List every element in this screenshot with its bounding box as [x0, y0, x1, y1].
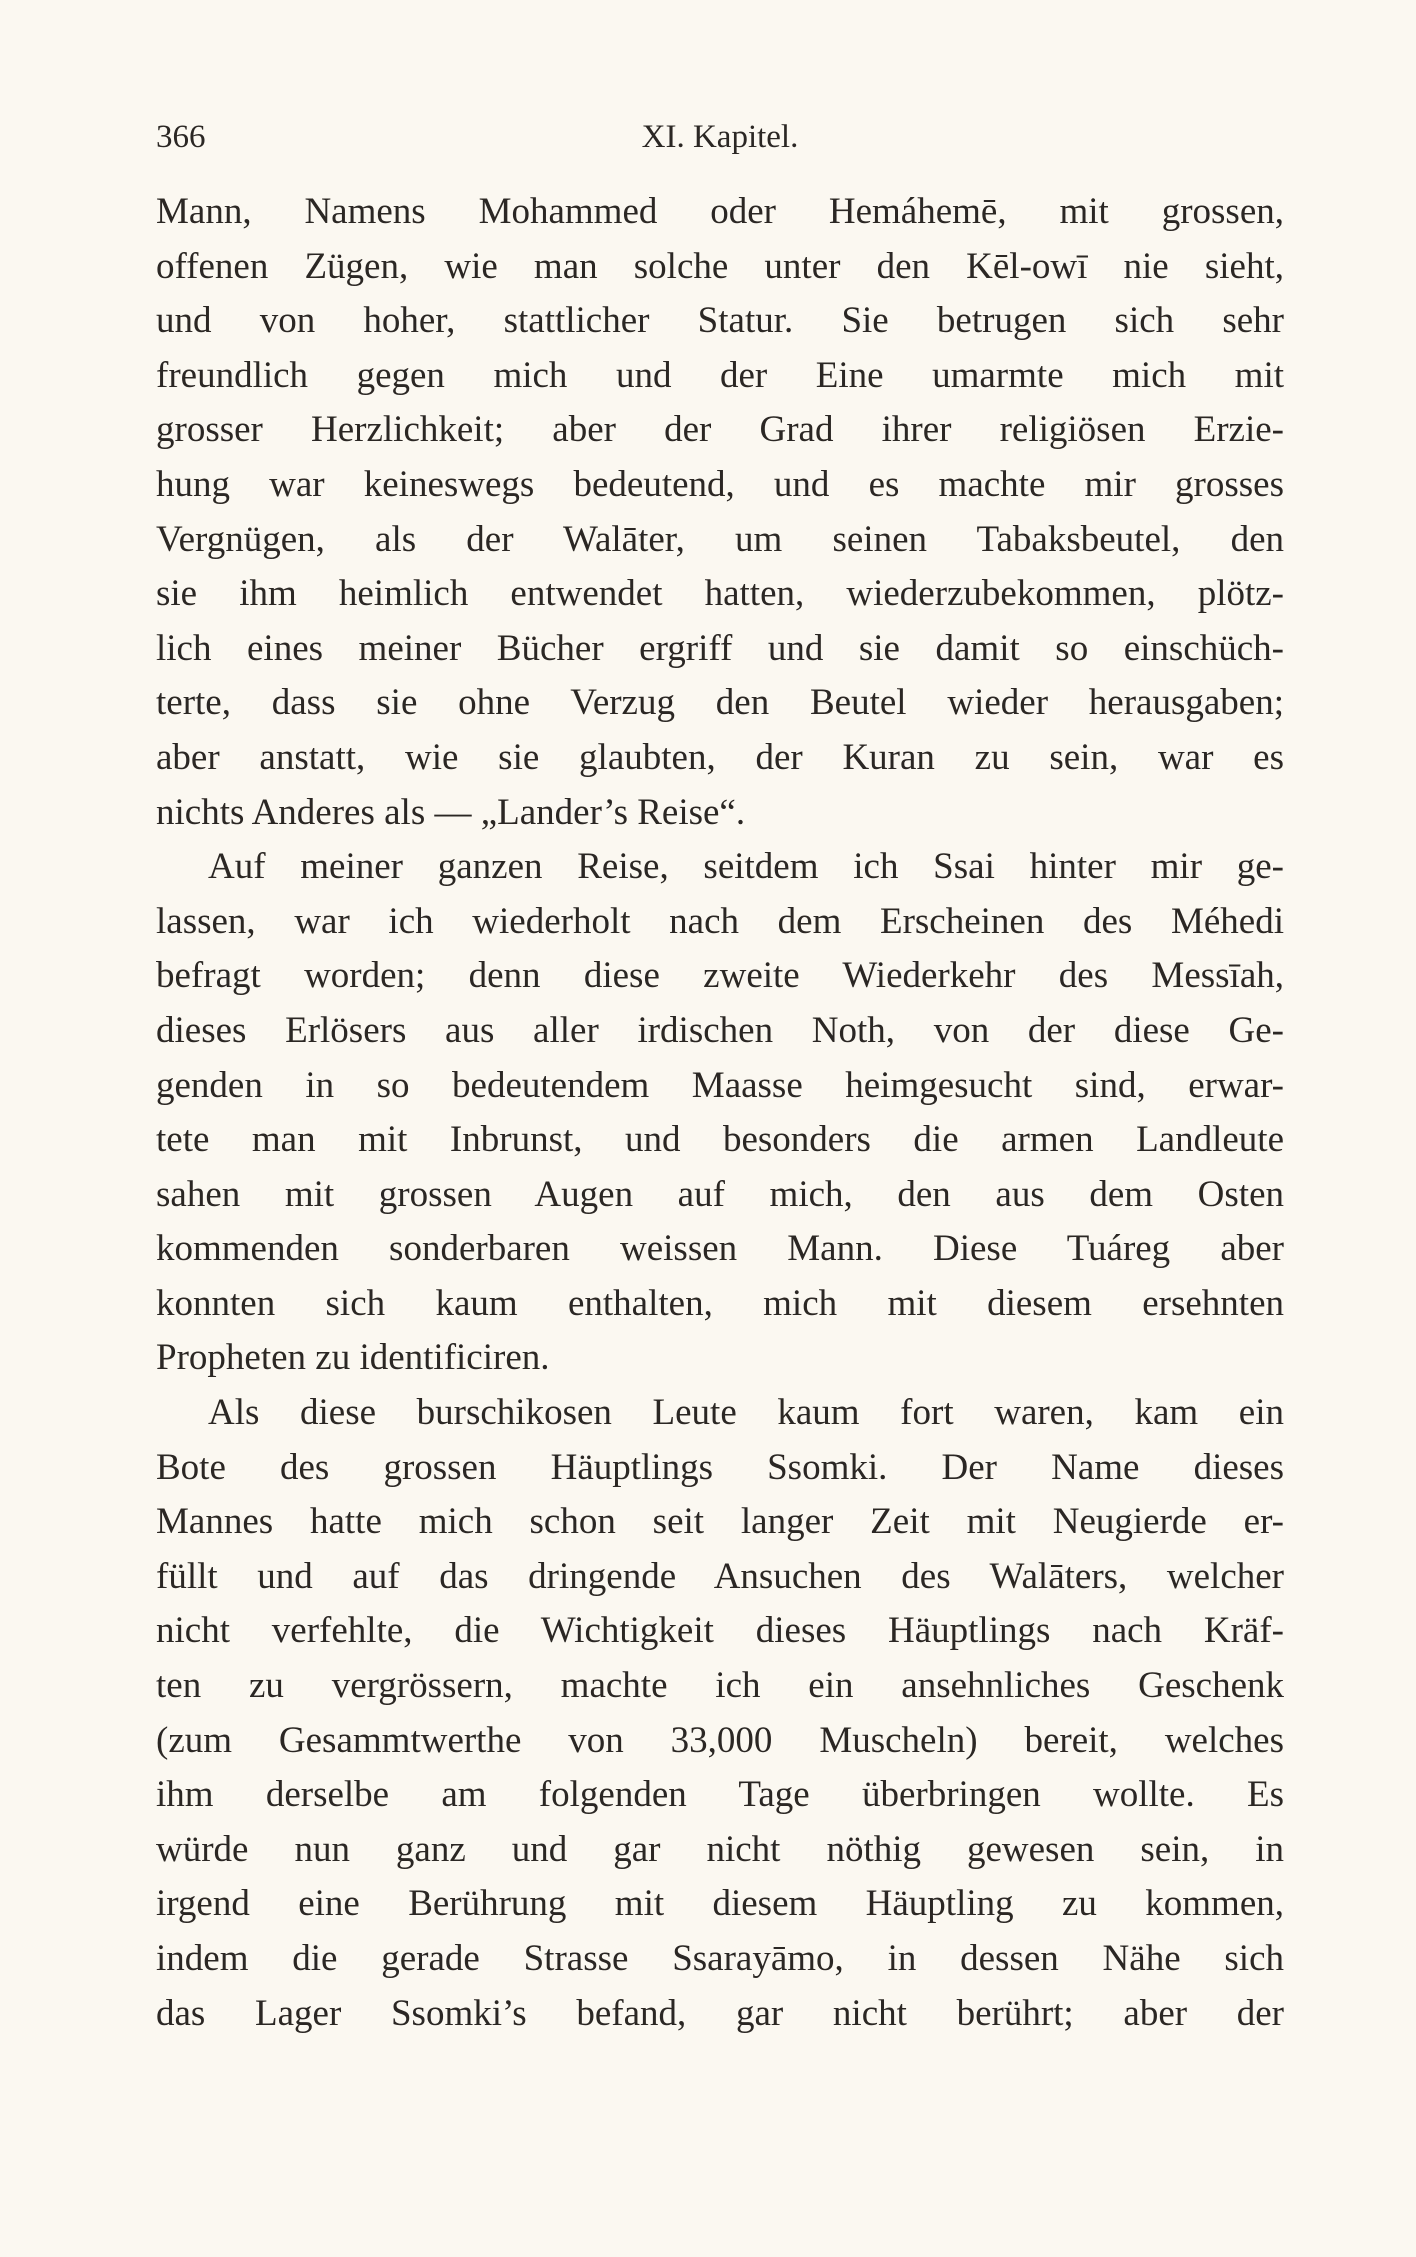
body-text [156, 185, 1284, 2041]
text-line: sahen mit grossen Augen auf mich, den aus dem Osten [156, 1173, 1284, 1215]
paragraph-3 [156, 1386, 1284, 2041]
text-line: ten zu vergrössern, machte ich ein ansehnliches Geschenk [156, 1665, 1284, 1707]
text-line: ihm derselbe am folgenden Tage überbringen wollte. Es [156, 1774, 1284, 1816]
text-line: freundlich gegen mich und der Eine umarmte mich mit [156, 354, 1284, 396]
text-line: sie ihm heimlich entwendet hatten, wiederzubekommen, plötz- [156, 573, 1284, 615]
text-line: Bote des grossen Häuptlings Ssomki. Der Name dieses [156, 1446, 1284, 1488]
text-line: hung war keineswegs bedeutend, und es machte mir grosses [156, 463, 1284, 505]
paragraph-2 [156, 840, 1284, 1386]
text-line: offenen Zügen, wie man solche unter den Kēl-owī nie sieht, [156, 245, 1284, 287]
text-line: und von hoher, stattlicher Statur. Sie betrugen sich sehr [156, 300, 1284, 342]
text-line: aber anstatt, wie sie glaubten, der Kuran zu sein, war es [156, 736, 1284, 778]
text-line: Mann, Namens Mohammed oder Hemáhemē, mit grossen, [156, 191, 1284, 232]
text-line: würde nun ganz und gar nicht nöthig gewesen sein, in [156, 1828, 1284, 1870]
text-line: Propheten zu identificiren. [156, 1337, 550, 1379]
text-line: tete man mit Inbrunst, und besonders die armen Landleute [156, 1119, 1284, 1161]
text-line: Vergnügen, als der Walāter, um seinen Tabaksbeutel, den [156, 518, 1284, 560]
page-header [156, 112, 1284, 162]
text-line: genden in so bedeutendem Maasse heimgesucht sind, erwar- [156, 1064, 1284, 1106]
text-line: indem die gerade Strasse Ssarayāmo, in dessen Nähe sich [156, 1938, 1284, 1979]
paragraph-1 [156, 185, 1284, 840]
text-line: befragt worden; denn diese zweite Wiederkehr des Messīah, [156, 955, 1284, 997]
text-line: nichts Anderes als — „Lander’s Reise“. [156, 791, 746, 833]
text-line: kommenden sonderbaren weissen Mann. Diese Tuáreg aber [156, 1228, 1284, 1270]
text-line: grosser Herzlichkeit; aber der Grad ihrer religiösen Erzie- [156, 409, 1284, 451]
text-line: konnten sich kaum enthalten, mich mit diesem ersehnten [156, 1282, 1284, 1324]
text-line: terte, dass sie ohne Verzug den Beutel wieder herausgaben; [156, 682, 1284, 724]
text-line: lich eines meiner Bücher ergriff und sie damit so einschüch- [156, 627, 1284, 669]
text-line: Auf meiner ganzen Reise, seitdem ich Ssai hinter mir ge- [208, 846, 1284, 888]
text-line: Mannes hatte mich schon seit langer Zeit mit Neugierde er- [156, 1501, 1284, 1543]
text-line: (zum Gesammtwerthe von 33,000 Muscheln) bereit, welches [156, 1719, 1284, 1761]
text-line: Als diese burschikosen Leute kaum fort waren, kam ein [208, 1392, 1284, 1434]
text-line: lassen, war ich wiederholt nach dem Erscheinen des Méhedi [156, 900, 1284, 942]
text-line: irgend eine Berührung mit diesem Häuptling zu kommen, [156, 1883, 1284, 1925]
text-line: dieses Erlösers aus aller irdischen Noth, von der diese Ge- [156, 1009, 1284, 1051]
text-line: nicht verfehlte, die Wichtigkeit dieses Häuptlings nach Kräf- [156, 1610, 1284, 1652]
text-line: füllt und auf das dringende Ansuchen des Walāters, welcher [156, 1555, 1284, 1597]
page-number: 366 [156, 119, 206, 155]
running-head: XI. Kapitel. [641, 119, 799, 155]
text-line: das Lager Ssomki’s befand, gar nicht berührt; aber der [156, 1992, 1284, 2034]
